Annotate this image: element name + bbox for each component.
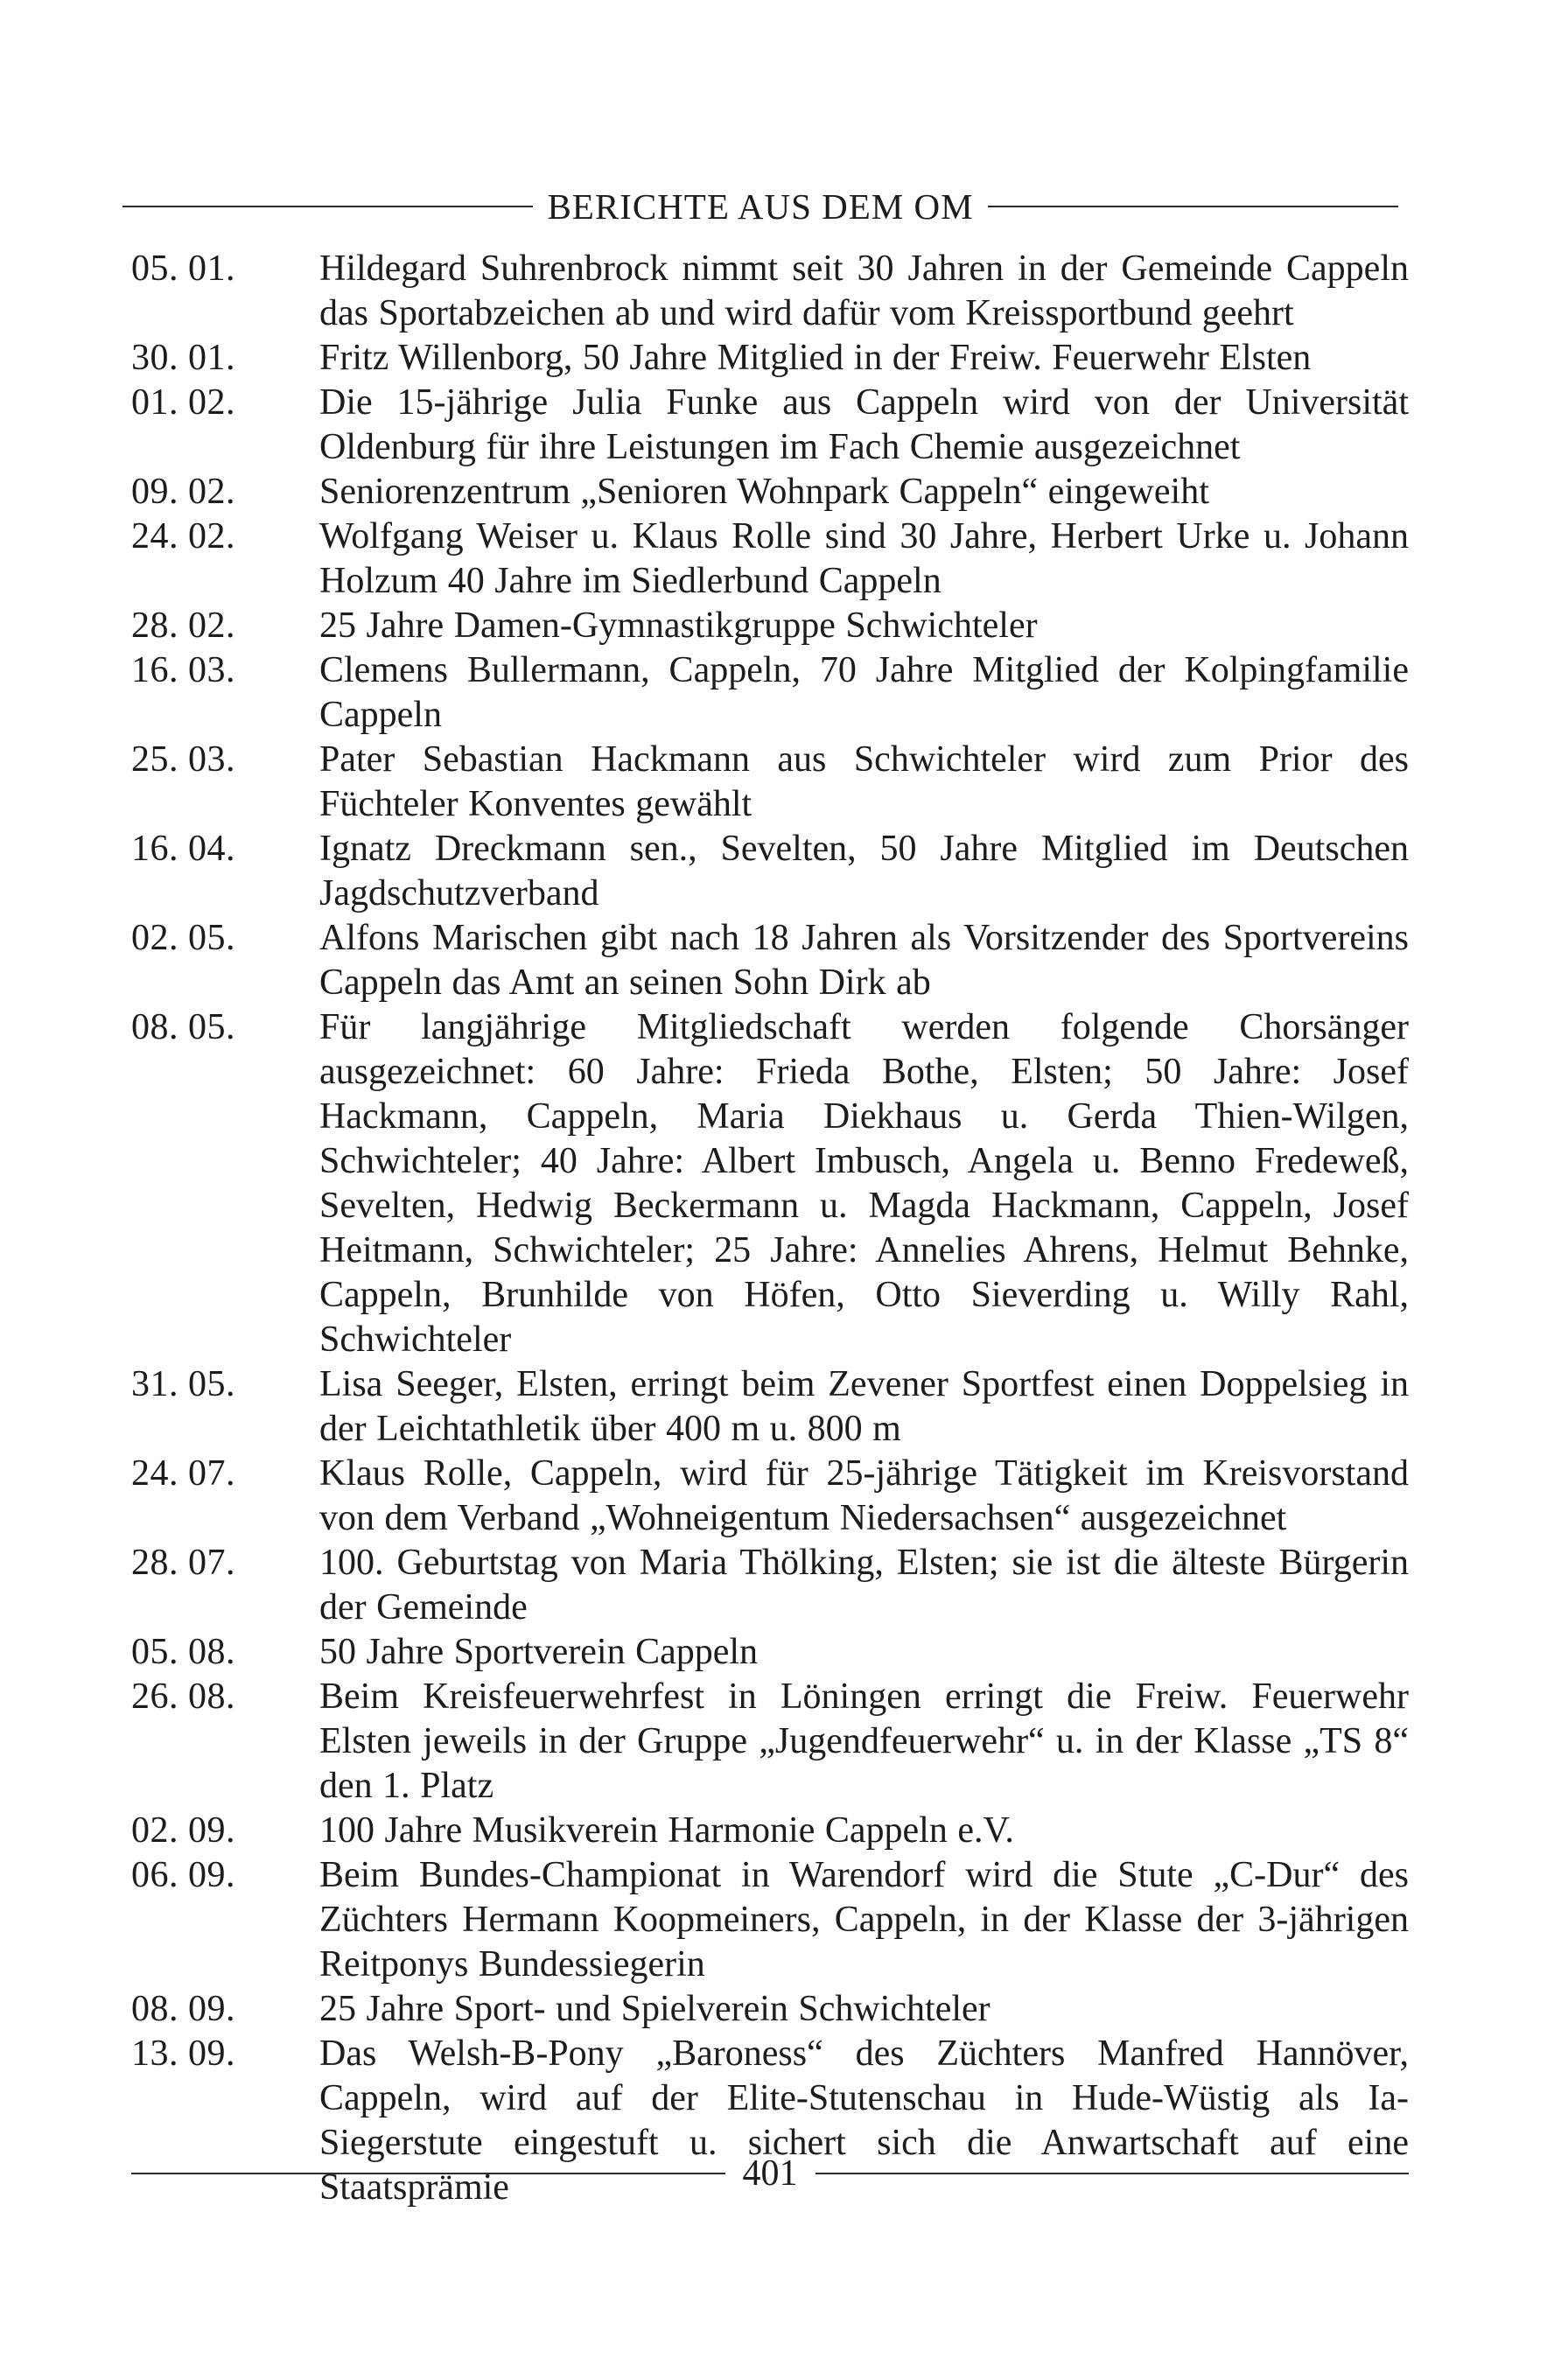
chronicle-entry <box>131 738 1409 827</box>
entry-date: 08. 05. <box>131 1007 235 1047</box>
entry-text: Clemens Bullermann, Cappeln, 70 Jahre Mitglied der Kolpingfamilie Cappeln <box>319 650 1409 735</box>
entry-date: 08. 09. <box>131 1989 235 2029</box>
entry-text: 25 Jahre Sport- und Spielverein Schwichteler <box>319 1989 990 2029</box>
head-rule-left <box>122 206 533 207</box>
chronicle-entry <box>131 916 1409 1005</box>
entry-date: 02. 09. <box>131 1810 235 1851</box>
entry-text: 100. Geburtstag von Maria Thölking, Elsten; sie ist die älteste Bürgerin der Gemeinde <box>319 1543 1409 1628</box>
entry-text: Beim Kreisfeuerwehrfest in Löningen erringt die Freiw. Feuerwehr Elsten jeweils in der Gruppe „Jugendfeuerwehr“ u. in der Klasse „TS 8“ den 1. Platz <box>319 1676 1409 1806</box>
entry-text: Seniorenzentrum „Senioren Wohnpark Cappeln“ eingeweiht <box>319 472 1209 512</box>
entry-date: 16. 03. <box>131 650 235 690</box>
entry-date: 24. 07. <box>131 1453 235 1494</box>
chronicle-entry <box>131 247 1409 336</box>
chronicle-entry <box>131 1362 1409 1452</box>
entry-text: Wolfgang Weiser u. Klaus Rolle sind 30 Jahre, Herbert Urke u. Johann Holzum 40 Jahre im Siedlerbund Cappeln <box>319 516 1409 601</box>
entry-text: 50 Jahre Sportverein Cappeln <box>319 1632 759 1672</box>
chronicle-entry <box>131 827 1409 916</box>
chronicle-entry <box>131 1809 1409 1853</box>
entry-date: 13. 09. <box>131 2034 235 2074</box>
chronicle-entry <box>131 1452 1409 1541</box>
entry-date: 26. 08. <box>131 1676 235 1717</box>
chronicle-entry <box>131 604 1409 648</box>
entry-text: Ignatz Dreckmann sen., Sevelten, 50 Jahre Mitglied im Deutschen Jagdschutzverband <box>319 829 1409 914</box>
entry-text: Das Welsh-B-Pony „Baroness“ des Züchters Manfred Hannöver, Cappeln, wird auf der Elite-Stutenschau in Hude-Wüstig als Ia-Siegerstute eingestuft u. sichert sich die Anwartschaft auf eine Staatsprämie <box>319 2034 1409 2208</box>
entry-text: Klaus Rolle, Cappeln, wird für 25-jährige Tätigkeit im Kreisvorstand von dem Verband „Wohneigentum Niedersachsen“ ausgezeichnet <box>319 1453 1409 1538</box>
entry-date: 06. 09. <box>131 1855 235 1895</box>
entry-date: 16. 04. <box>131 829 235 869</box>
entry-text: Hildegard Suhrenbrock nimmt seit 30 Jahren in der Gemeinde Cappeln das Sportabzeichen ab und wird dafür vom Kreissportbund geehrt <box>319 248 1409 333</box>
entry-text: 25 Jahre Damen-Gymnastikgruppe Schwichteler <box>319 606 1038 646</box>
head-rule-right <box>988 206 1398 207</box>
chronicle-list <box>131 247 1409 2210</box>
entry-date: 30. 01. <box>131 338 235 378</box>
chronicle-entry <box>131 1630 1409 1675</box>
entry-text: 100 Jahre Musikverein Harmonie Cappeln e.V. <box>319 1810 1014 1851</box>
chronicle-entry <box>131 470 1409 514</box>
foot-rule-right <box>816 2173 1410 2174</box>
entry-text: Fritz Willenborg, 50 Jahre Mitglied in der Freiw. Feuerwehr Elsten <box>319 338 1312 378</box>
chronicle-entry <box>131 1675 1409 1809</box>
chronicle-entry <box>131 514 1409 604</box>
entry-text: Pater Sebastian Hackmann aus Schwichteler wird zum Prior des Füchteler Konventes gewählt <box>319 739 1409 824</box>
foot-rule-left <box>131 2173 725 2174</box>
chronicle-entry <box>131 648 1409 738</box>
chronicle-entry <box>131 1541 1409 1630</box>
running-head <box>122 182 1398 231</box>
entry-date: 28. 02. <box>131 606 235 646</box>
entry-date: 05. 01. <box>131 248 235 289</box>
entry-date: 31. 05. <box>131 1364 235 1404</box>
page-footer <box>131 2147 1409 2200</box>
entry-text: Beim Bundes-Championat in Warendorf wird die Stute „C-Dur“ des Züchters Hermann Koopmeiners, Cappeln, in der Klasse der 3-jährigen Reitponys Bundessiegerin <box>319 1855 1409 1984</box>
chronicle-entry <box>131 381 1409 470</box>
entry-date: 02. 05. <box>131 918 235 958</box>
chronicle-entry <box>131 336 1409 381</box>
page-number: 401 <box>742 2153 798 2194</box>
entry-date: 09. 02. <box>131 472 235 512</box>
entry-date: 01. 02. <box>131 382 235 423</box>
entry-text: Lisa Seeger, Elsten, erringt beim Zevener Sportfest einen Doppelsieg in der Leichtathletik über 400 m u. 800 m <box>319 1364 1409 1449</box>
entry-text: Für langjährige Mitgliedschaft werden folgende Chorsänger ausgezeichnet: 60 Jahre: Frieda Bothe, Elsten; 50 Jahre: Josef Hackmann, Cappeln, Maria Diekhaus u. Gerda Thien-Wilgen, Schwichteler; 40 Jahre: Albert Imbusch, Angela u. Benno Fredeweß, Sevelten, Hedwig Beckermann u. Magda Hackmann, Cappeln, Josef Heitmann, Schwichteler; 25 Jahre: Annelies Ahrens, Helmut Behnke, Cappeln, Brunhilde von Höfen, Otto Sieverding u. Willy Rahl, Schwichteler <box>319 1007 1409 1360</box>
chronicle-entry <box>131 1987 1409 2032</box>
chronicle-entry <box>131 1853 1409 1987</box>
chronicle-entry <box>131 1005 1409 1362</box>
entry-text: Alfons Marischen gibt nach 18 Jahren als Vorsitzender des Sportvereins Cappeln das Amt an seinen Sohn Dirk ab <box>319 918 1409 1003</box>
running-head-title: BERICHTE AUS DEM OM <box>547 186 974 227</box>
entry-date: 25. 03. <box>131 739 235 780</box>
entry-date: 28. 07. <box>131 1543 235 1583</box>
entry-date: 24. 02. <box>131 516 235 556</box>
entry-text: Die 15-jährige Julia Funke aus Cappeln wird von der Universität Oldenburg für ihre Leistungen im Fach Chemie ausgezeichnet <box>319 382 1409 467</box>
entry-date: 05. 08. <box>131 1632 235 1672</box>
